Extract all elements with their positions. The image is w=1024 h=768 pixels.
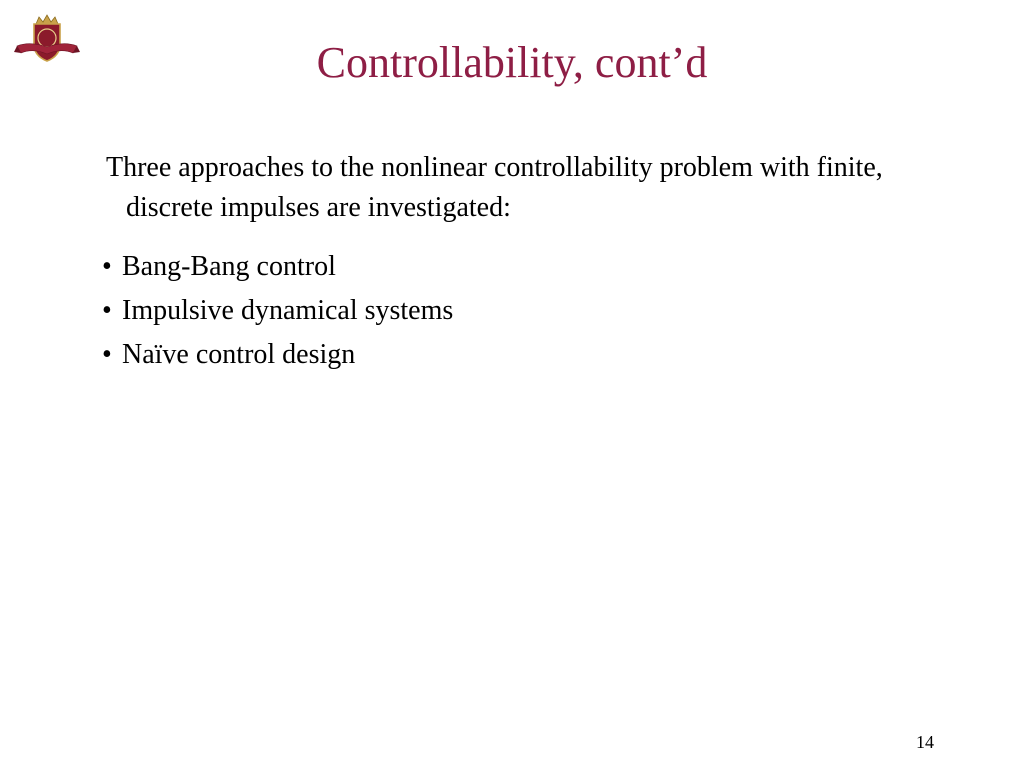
bullet-list xyxy=(102,245,453,377)
bullet-item xyxy=(102,245,453,289)
bullet-item xyxy=(102,289,453,333)
bullet-item xyxy=(102,333,453,377)
bullet-label: Naïve control design xyxy=(122,339,356,370)
intro-paragraph: Three approaches to the nonlinear controllability problem with finite, discrete impulses are investigated: xyxy=(106,152,883,223)
bullet-glyph: • xyxy=(102,339,112,370)
slide-title: Controllability, cont’d xyxy=(316,38,708,87)
bullet-glyph: • xyxy=(102,251,112,282)
page-number: 14 xyxy=(916,732,934,752)
bullet-label: Bang-Bang control xyxy=(122,251,336,282)
bullet-glyph: • xyxy=(102,295,112,326)
bullet-label: Impulsive dynamical systems xyxy=(122,295,454,326)
